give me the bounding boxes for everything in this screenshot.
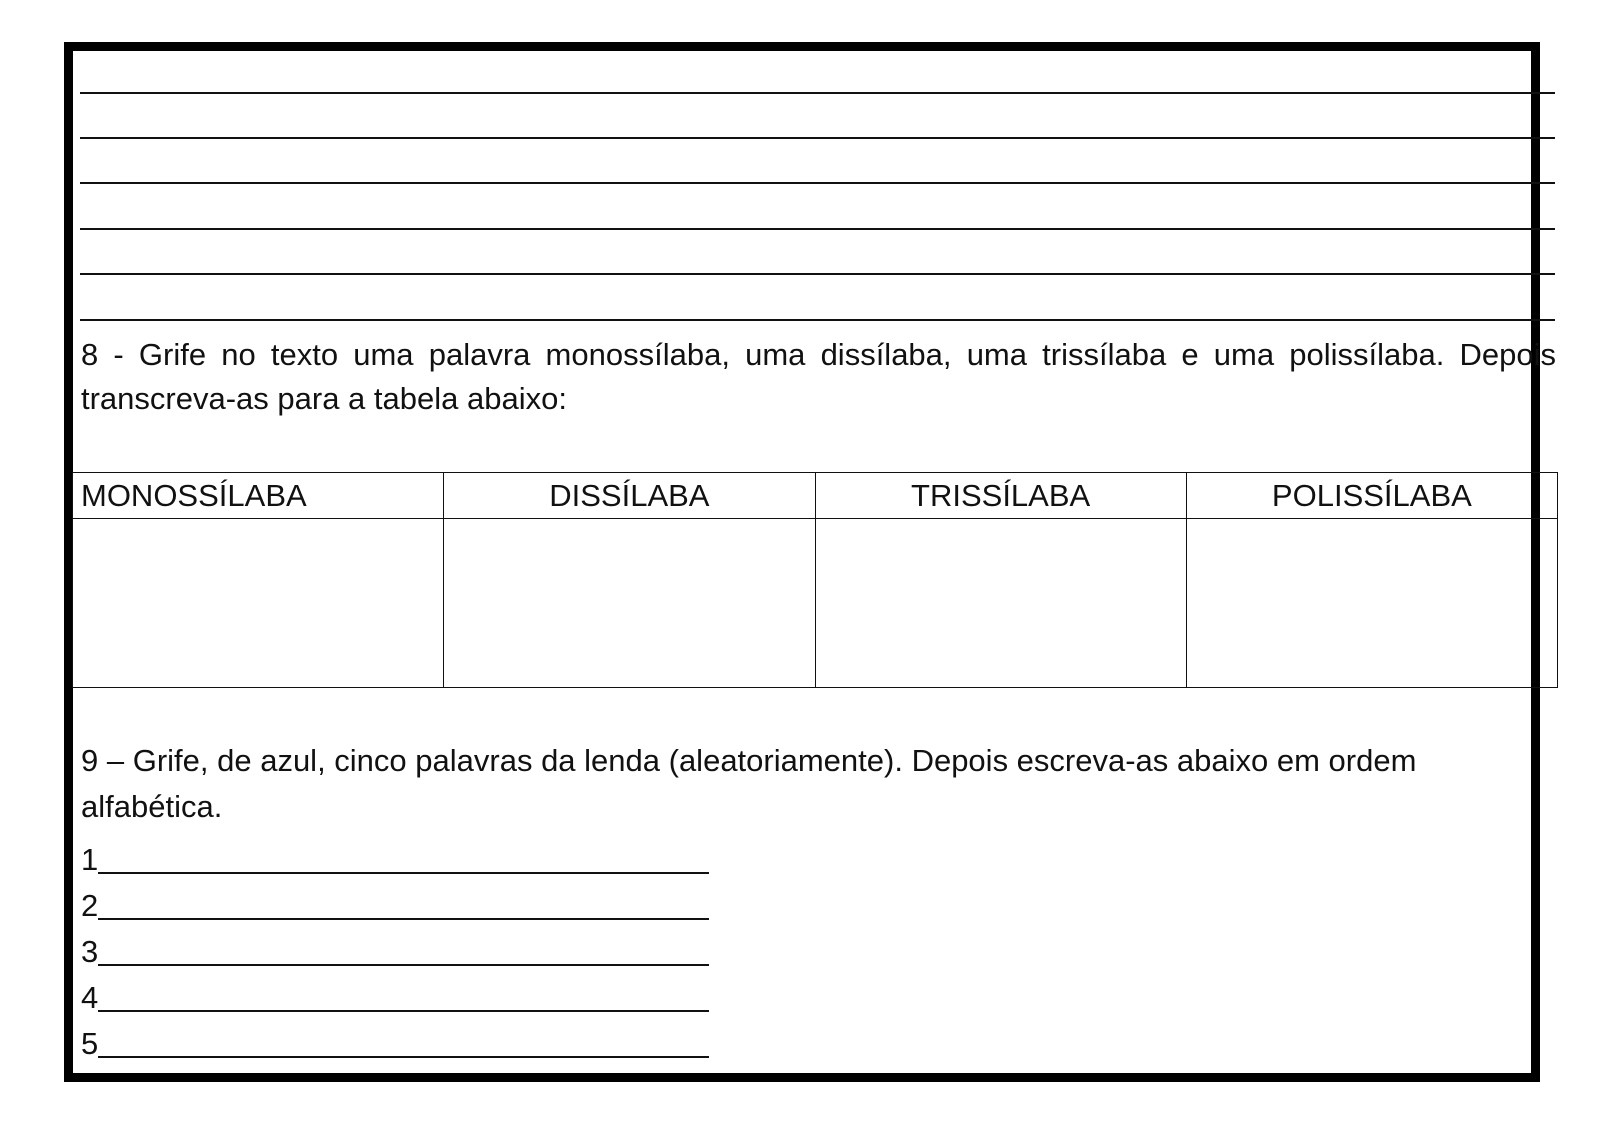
- writing-line: [80, 92, 1555, 94]
- answer-number: 2: [81, 888, 99, 923]
- question-8-text: 8 - Grife no texto uma palavra monossílaba, uma dissílaba, uma trissílaba e uma polissílaba. Depois transcreva-as para a tabela abaixo:: [81, 337, 1556, 416]
- answer-blank[interactable]: [98, 1026, 709, 1058]
- header-monossilaba: MONOSSÍLABA: [73, 473, 444, 519]
- writing-line: [80, 228, 1555, 230]
- header-polissilaba: POLISSÍLABA: [1186, 473, 1557, 519]
- answer-number: 1: [81, 842, 99, 877]
- answer-blank[interactable]: [98, 980, 709, 1012]
- header-trissilaba: TRISSÍLABA: [815, 473, 1186, 519]
- header-dissilaba: DISSÍLABA: [444, 473, 815, 519]
- answer-line: [81, 970, 709, 1016]
- table-header-row: [73, 473, 1558, 519]
- answer-cell-monossilaba[interactable]: [73, 519, 444, 688]
- answer-number: 5: [81, 1026, 99, 1061]
- writing-line: [80, 273, 1555, 275]
- answer-line: [81, 878, 709, 924]
- answer-number: 3: [81, 934, 99, 969]
- answer-blank[interactable]: [98, 888, 709, 920]
- answer-cell-trissilaba[interactable]: [815, 519, 1186, 688]
- answer-number: 4: [81, 980, 99, 1015]
- answer-list: [81, 832, 709, 1062]
- answer-cell-polissilaba[interactable]: [1186, 519, 1557, 688]
- answer-blank[interactable]: [98, 934, 709, 966]
- answer-blank[interactable]: [98, 842, 709, 874]
- writing-line: [80, 182, 1555, 184]
- answer-line: [81, 924, 709, 970]
- table-answer-row: [73, 519, 1558, 688]
- syllable-table: [72, 472, 1558, 688]
- question-9-text: 9 – Grife, de azul, cinco palavras da lenda (aleatoriamente). Depois escreva-as abaixo em ordem alfabética.: [81, 743, 1417, 824]
- answer-line: [81, 1016, 709, 1062]
- writing-line: [80, 319, 1555, 321]
- answer-cell-dissilaba[interactable]: [444, 519, 815, 688]
- answer-line: [81, 832, 709, 878]
- writing-line: [80, 137, 1555, 139]
